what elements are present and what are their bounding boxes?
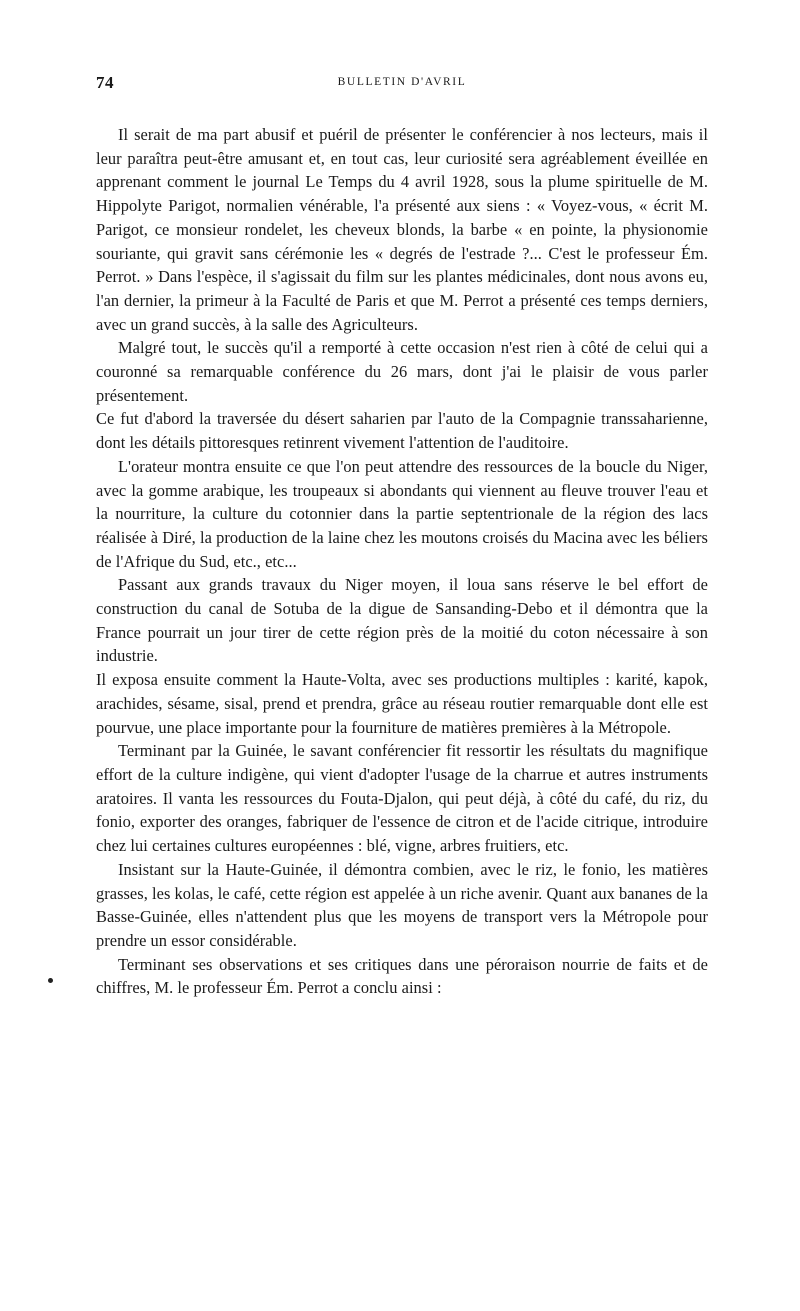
paragraph-niger-loop: L'orateur montra ensuite ce que l'on peut attendre des ressources de la boucle du Niger, avec la gomme arabique, les troupeaux si abondants qui viennent au fleuve trouver l'eau et la nourriture, la culture du cotonnier dans la partie septentrionale de la région des lacs réalisée à Diré, la production de la laine chez les moutons croisés du Macina avec les béliers de l'Afrique du Sud, etc., etc... [96, 456, 708, 571]
paragraph-conclusion: Terminant ses observations et ses critiques dans une péroraison nourrie de faits et de chiffres, M. le professeur Ém. Perrot a conclu ainsi : [96, 954, 708, 998]
article-body [96, 123, 708, 1000]
paragraph-niger-works: Passant aux grands travaux du Niger moyen, il loua sans réserve le bel effort de construction du canal de Sotuba de la digue de Sansanding-Debo et il démontra que la France pourrait un jour tirer de cette région près de la moitié du coton nécessaire à son industrie. [96, 575, 708, 666]
paragraph-intro: Il serait de ma part abusif et puéril de présenter le conférencier à nos lecteurs, mais il leur paraîtra peut-être amusant et, en tout cas, leur curiosité sera agréablement éveillée en apprenant comment le journal Le Temps du 4 avril 1928, sous la plume spirituelle de M. Hippolyte Parigot, normalien vénérable, l'a présenté aux siens : « Voyez-vous, « écrit M. Parigot, ce monsieur rondelet, les cheveux blonds, la barbe « en pointe, la physionomie souriante, qui gravit sans cérémonie les « degrés de l'estrade ?... C'est le professeur Ém. Perrot. » Dans l'espèce, il s'agissait du film sur les plantes médicinales, dont nous avons eu, l'an dernier, la primeur à la Faculté de Paris et que M. Perrot a présenté ces temps derniers, avec un grand succès, à la salle des Agriculteurs. [96, 125, 708, 334]
page-header [96, 73, 708, 97]
paragraph-haute-guinee: Insistant sur la Haute-Guinée, il démontra combien, avec le riz, le fonio, les matières grasses, les kolas, le café, cette région est appelée à un riche avenir. Quant aux bananes de la Basse-Guinée, elles n'attendent plus que les moyens de transport vers la Métropole pour prendre un essor considérable. [96, 859, 708, 950]
paragraph-sahara: Ce fut d'abord la traversée du désert saharien par l'auto de la Compagnie transsaharienne, dont les détails pittoresques retinrent vivement l'attention de l'auditoire. [96, 409, 708, 453]
page-number: 74 [96, 73, 114, 92]
margin-mark [48, 978, 53, 983]
running-title: BULLETIN D'AVRIL [337, 76, 467, 88]
paragraph-success: Malgré tout, le succès qu'il a remporté à cette occasion n'est rien à côté de celui qui a couronné sa remarquable conférence du 26 mars, dont j'ai le plaisir de vous parler présentement. [96, 338, 708, 405]
paragraph-haute-volta: Il exposa ensuite comment la Haute-Volta, avec ses productions multiples : karité, kapok, arachides, sésame, sisal, prend et prendra, grâce au réseau routier remarquable dont elle est pourvue, une place importante pour la fourniture de matières premières à la Métropole. [96, 670, 708, 737]
paragraph-guinee: Terminant par la Guinée, le savant conférencier fit ressortir les résultats du magnifique effort de la culture indigène, qui vient d'adopter l'usage de la charrue et autres instruments aratoires. Il vanta les ressources du Fouta-Djalon, qui peut déjà, à côté du café, du riz, du fonio, exporter des oranges, fabriquer de l'essence de citron et de l'acide citrique, introduire chez lui certaines cultures européennes : blé, vigne, arbres fruitiers, etc. [96, 741, 708, 856]
